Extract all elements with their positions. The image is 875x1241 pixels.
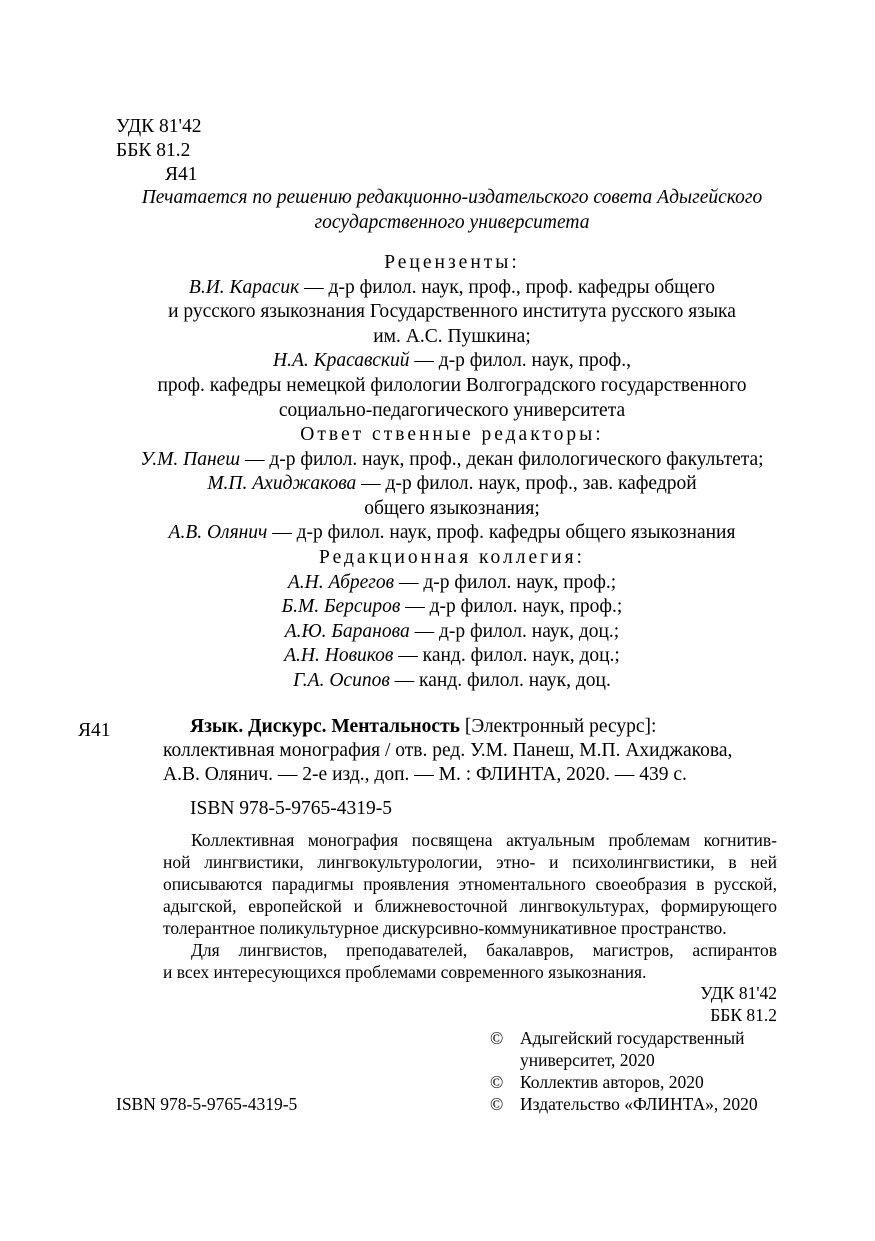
- reviewer-line: социально-педагогического университета: [278, 399, 626, 421]
- board-member: А.Ю. Баранова — д-р филол. наук, доц.;: [284, 620, 620, 642]
- copyright-item: © Издательство «ФЛИНТА», 2020: [490, 1094, 758, 1114]
- reviewer-line: Н.А. Красавский — д-р филол. наук, проф.,: [273, 350, 631, 372]
- editorial-board-section: [90, 546, 814, 694]
- reviewer-line: В.И. Карасик — д-р филол. наук, проф., проф. кафедры общего: [188, 276, 716, 298]
- board-member: А.Н. Абрегов — д-р филол. наук, проф.;: [287, 571, 617, 593]
- bibliographic-line-2: коллективная монография / отв. ред. У.М. Панеш, М.П. Ахиджакова,: [163, 740, 733, 761]
- bbk-code: ББК 81.2: [116, 140, 191, 161]
- printing-approval-line-1: Печатается по решению редакционно-издательского совета Адыгейского: [141, 187, 763, 208]
- board-member: А.Н. Новиков — канд. филол. наук, доц.;: [284, 645, 620, 667]
- board-member: Г.А. Осипов — канд. филол. наук, доц.: [293, 669, 611, 691]
- annotation: [163, 829, 777, 983]
- copyright-block: [490, 1027, 758, 1115]
- copyright-icon: ©: [490, 1072, 504, 1092]
- udk-code: УДК 81'42: [116, 116, 202, 137]
- copyright-icon: ©: [490, 1028, 504, 1048]
- reviewer-line: им. А.С. Пушкина;: [373, 325, 531, 347]
- editor-line: М.П. Ахиджакова — д-р филол. наук, проф., зав. кафедрой: [207, 473, 697, 495]
- copyright-item: © Коллектив авторов, 2020: [490, 1072, 704, 1092]
- isbn-bottom: ISBN 978-5-9765-4319-5: [116, 1094, 298, 1114]
- annotation-line: толерантное поликультурное дискурсивно-коммуникативное пространство.: [163, 918, 727, 938]
- annotation-line: и всех интересующихся проблемами современного языкознания.: [163, 962, 647, 982]
- annotation-line: Для лингвистов, преподавателей, бакалавров, магистров, аспирантов: [191, 940, 777, 960]
- editor-line: общего языкознания;: [364, 497, 540, 519]
- annotation-line: описываются парадигмы проявления этноментального своеобразия в русской,: [163, 874, 777, 894]
- editor-line: А.В. Олянич — д-р филол. наук, проф. кафедры общего языкознания: [168, 522, 736, 544]
- printing-approval: [90, 186, 814, 235]
- annotation-udk: УДК 81'42: [700, 983, 777, 1003]
- book-title-line: Язык. Дискурс. Ментальность [Электронный ресурс]:: [190, 716, 657, 737]
- reviewer-line: и русского языкознания Государственного института русского языка: [168, 301, 736, 323]
- board-member: Б.М. Берсиров — д-р филол. наук, проф.;: [281, 596, 623, 618]
- copyright-item: © Адыгейский государственный университет, 2020: [490, 1028, 745, 1070]
- editors-heading: Ответ ственные редакторы:: [300, 424, 604, 445]
- editors-section: [90, 423, 814, 546]
- copyright-icon: ©: [490, 1094, 504, 1114]
- annotation-bbk: ББК 81.2: [710, 1005, 777, 1025]
- bibliographic-line-3: А.В. Олянич. — 2-е изд., доп. — М. : ФЛИНТА, 2020. — 439 с.: [163, 764, 687, 785]
- annotation-line: ной лингвистики, лингвокультурологии, этно- и психолингвистики, в ней: [163, 852, 777, 872]
- editor-line: У.М. Панеш — д-р филол. наук, проф., декан филологического факультета;: [140, 448, 764, 470]
- board-heading: Редакционная коллегия:: [319, 547, 585, 568]
- author-sign: Я41: [165, 164, 198, 185]
- book-title: Язык. Дискурс. Ментальность: [190, 716, 460, 737]
- reviewers-section: [90, 251, 814, 423]
- bibliographic-sign: Я41: [78, 720, 111, 741]
- isbn-record: ISBN 978-5-9765-4319-5: [190, 798, 393, 819]
- annotation-line: адыгской, европейской и ближневосточной лингвокультурах, формирующего: [163, 896, 777, 916]
- reviewers-heading: Рецензенты:: [384, 252, 520, 273]
- printing-approval-line-2: государственного университета: [314, 211, 590, 233]
- reviewer-line: проф. кафедры немецкой филологии Волгоградского государственного: [157, 374, 747, 396]
- annotation-line: Коллективная монография посвящена актуальным проблемам когнитив-: [191, 830, 777, 850]
